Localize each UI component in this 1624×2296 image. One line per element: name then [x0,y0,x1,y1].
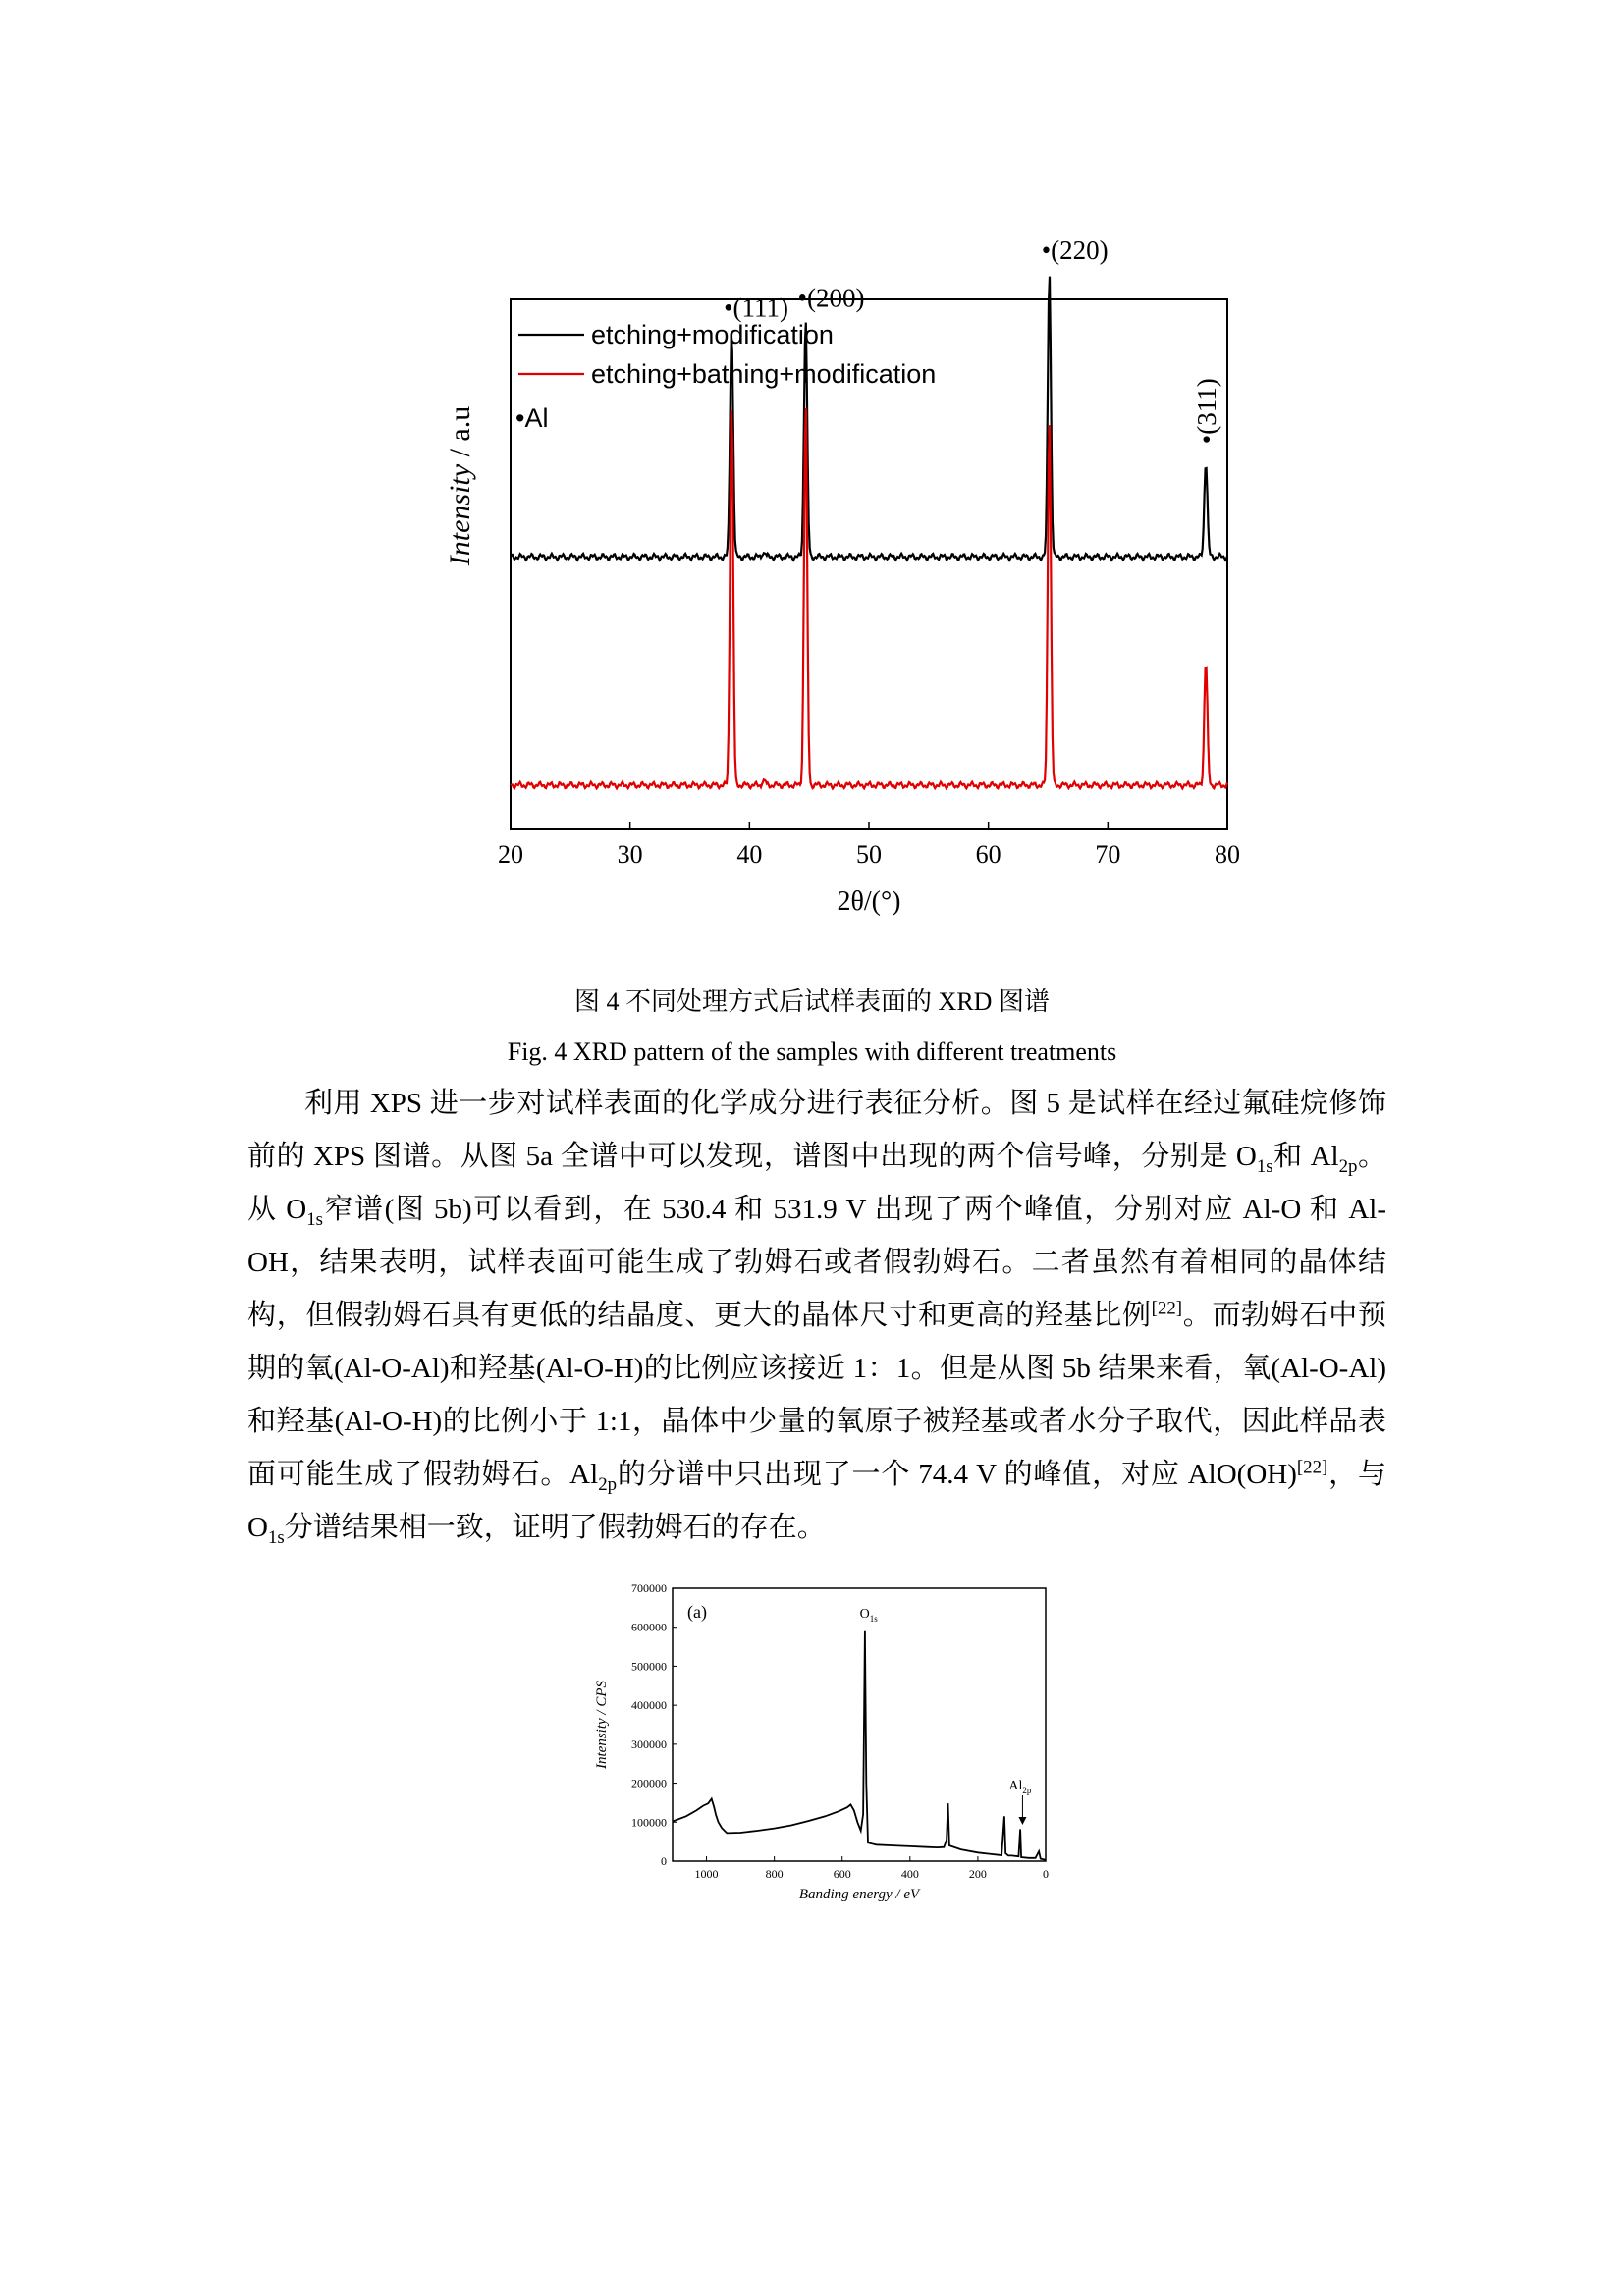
peak-label-0: •(111) [724,293,789,323]
xps-x-tick-label-400: 400 [900,1867,919,1881]
figure4-caption-en: Fig. 4 XRD pattern of the samples with different treatments [507,1038,1117,1066]
para-sub-2: 2p [1338,1155,1358,1177]
xps-survey-chart [579,1571,1070,1934]
para-seg-7: ，与 O [247,1459,1386,1543]
paragraph-text [247,1077,1386,1554]
legend-label-0: etching+modification [591,320,834,349]
para-sub-5: 1s [267,1526,285,1548]
xrd-chart [412,236,1276,947]
legend-phase-marker: •Al [515,403,549,433]
xps-y-tick-label-400000: 400000 [631,1698,667,1713]
peak-label-3: •(311) [1192,378,1222,445]
x-axis-label: 2θ/(°) [837,886,901,917]
x-tick-label-30: 30 [617,840,643,869]
para-sub-1: 1s [1256,1155,1273,1177]
xps-arrow-head [1018,1817,1026,1825]
xps-y-axis-label: Intensity / CPS [594,1681,610,1769]
xps-plot-frame [673,1588,1046,1861]
x-tick-label-50: 50 [856,840,882,869]
para-seg-1: 利用 XPS 进一步对试样表面的化学成分进行表征分析。图 5 是试样在经过氟硅烷修饰前的 XPS 图谱。从图 5a 全谱中可以发现，谱图中出现的两个信号峰，分别是 O [247,1088,1386,1172]
xps-panel-label: (a) [687,1602,707,1622]
x-tick-label-60: 60 [975,840,1001,869]
citation-22-a: [22] [1151,1298,1183,1319]
citation-22-b: [22] [1296,1457,1328,1478]
peak-label-1: •(200) [797,283,865,313]
series-line-1 [511,408,1227,789]
para-seg-8: 分谱结果相一致，证明了假勃姆石的存在。 [284,1512,826,1543]
para-seg-5: 。而勃姆石中预期的氧(Al-O-Al)和羟基(Al-O-H)的比例应该接近 1：1。但是从图 5b 结果来看，氧(Al-O-Al)和羟基(Al-O-H)的比例小于 1:1，晶体中少量的氧原子被羟基或者水分子取代，因此样品表面可能生成了假勃姆石。Al [247,1300,1386,1490]
xps-y-tick-label-100000: 100000 [631,1815,667,1830]
y-axis-label: Intensity / a.u [444,405,476,566]
xps-y-tick-label-0: 0 [661,1854,667,1868]
xps-x-tick-label-1000: 1000 [694,1867,719,1881]
para-sub-4: 2p [598,1473,618,1495]
para-seg-2: 和 Al [1272,1141,1339,1172]
xps-x-tick-label-0: 0 [1043,1867,1049,1881]
xps-x-axis-label: Banding energy / eV [798,1887,920,1902]
xps-y-tick-label-200000: 200000 [631,1776,667,1790]
xps-y-tick-label-700000: 700000 [631,1581,667,1595]
xps-peak-label-0: $O_{1s}$ [859,1607,878,1624]
xps-y-tick-label-300000: 300000 [631,1736,667,1751]
para-seg-3: 。从 O [247,1141,1386,1225]
legend-label-1: etching+bathing+modification [591,359,937,389]
para-seg-6: 的分谱中只出现了一个 74.4 V 的峰值，对应 AlO(OH) [617,1459,1297,1490]
x-tick-label-40: 40 [736,840,763,869]
figure4-caption-cn: 图 4 不同处理方式后试样表面的 XRD 图谱 [574,988,1050,1016]
xps-peak-label-1: $Al_{2p}$ [1008,1779,1032,1795]
x-tick-label-70: 70 [1095,840,1121,869]
xps-x-tick-label-200: 200 [968,1867,987,1881]
xps-survey-line [673,1631,1046,1860]
xps-y-tick-label-600000: 600000 [631,1620,667,1634]
para-seg-4: 窄谱(图 5b)可以看到，在 530.4 和 531.9 V 出现了两个峰值，分别对应 Al-O 和 Al-OH，结果表明，试样表面可能生成了勃姆石或者假勃姆石。二者虽然有着相同的晶体结构，但假勃姆石具有更低的结晶度、更大的晶体尺寸和更高的羟基比例 [247,1194,1386,1331]
x-tick-label-20: 20 [498,840,523,869]
xps-x-tick-label-800: 800 [765,1867,784,1881]
peak-label-2: •(220) [1041,236,1109,266]
body-paragraph [247,1077,1386,1554]
xps-x-tick-label-600: 600 [833,1867,851,1881]
x-tick-label-80: 80 [1215,840,1240,869]
xps-y-tick-label-500000: 500000 [631,1659,667,1674]
para-sub-3: 1s [306,1208,324,1230]
